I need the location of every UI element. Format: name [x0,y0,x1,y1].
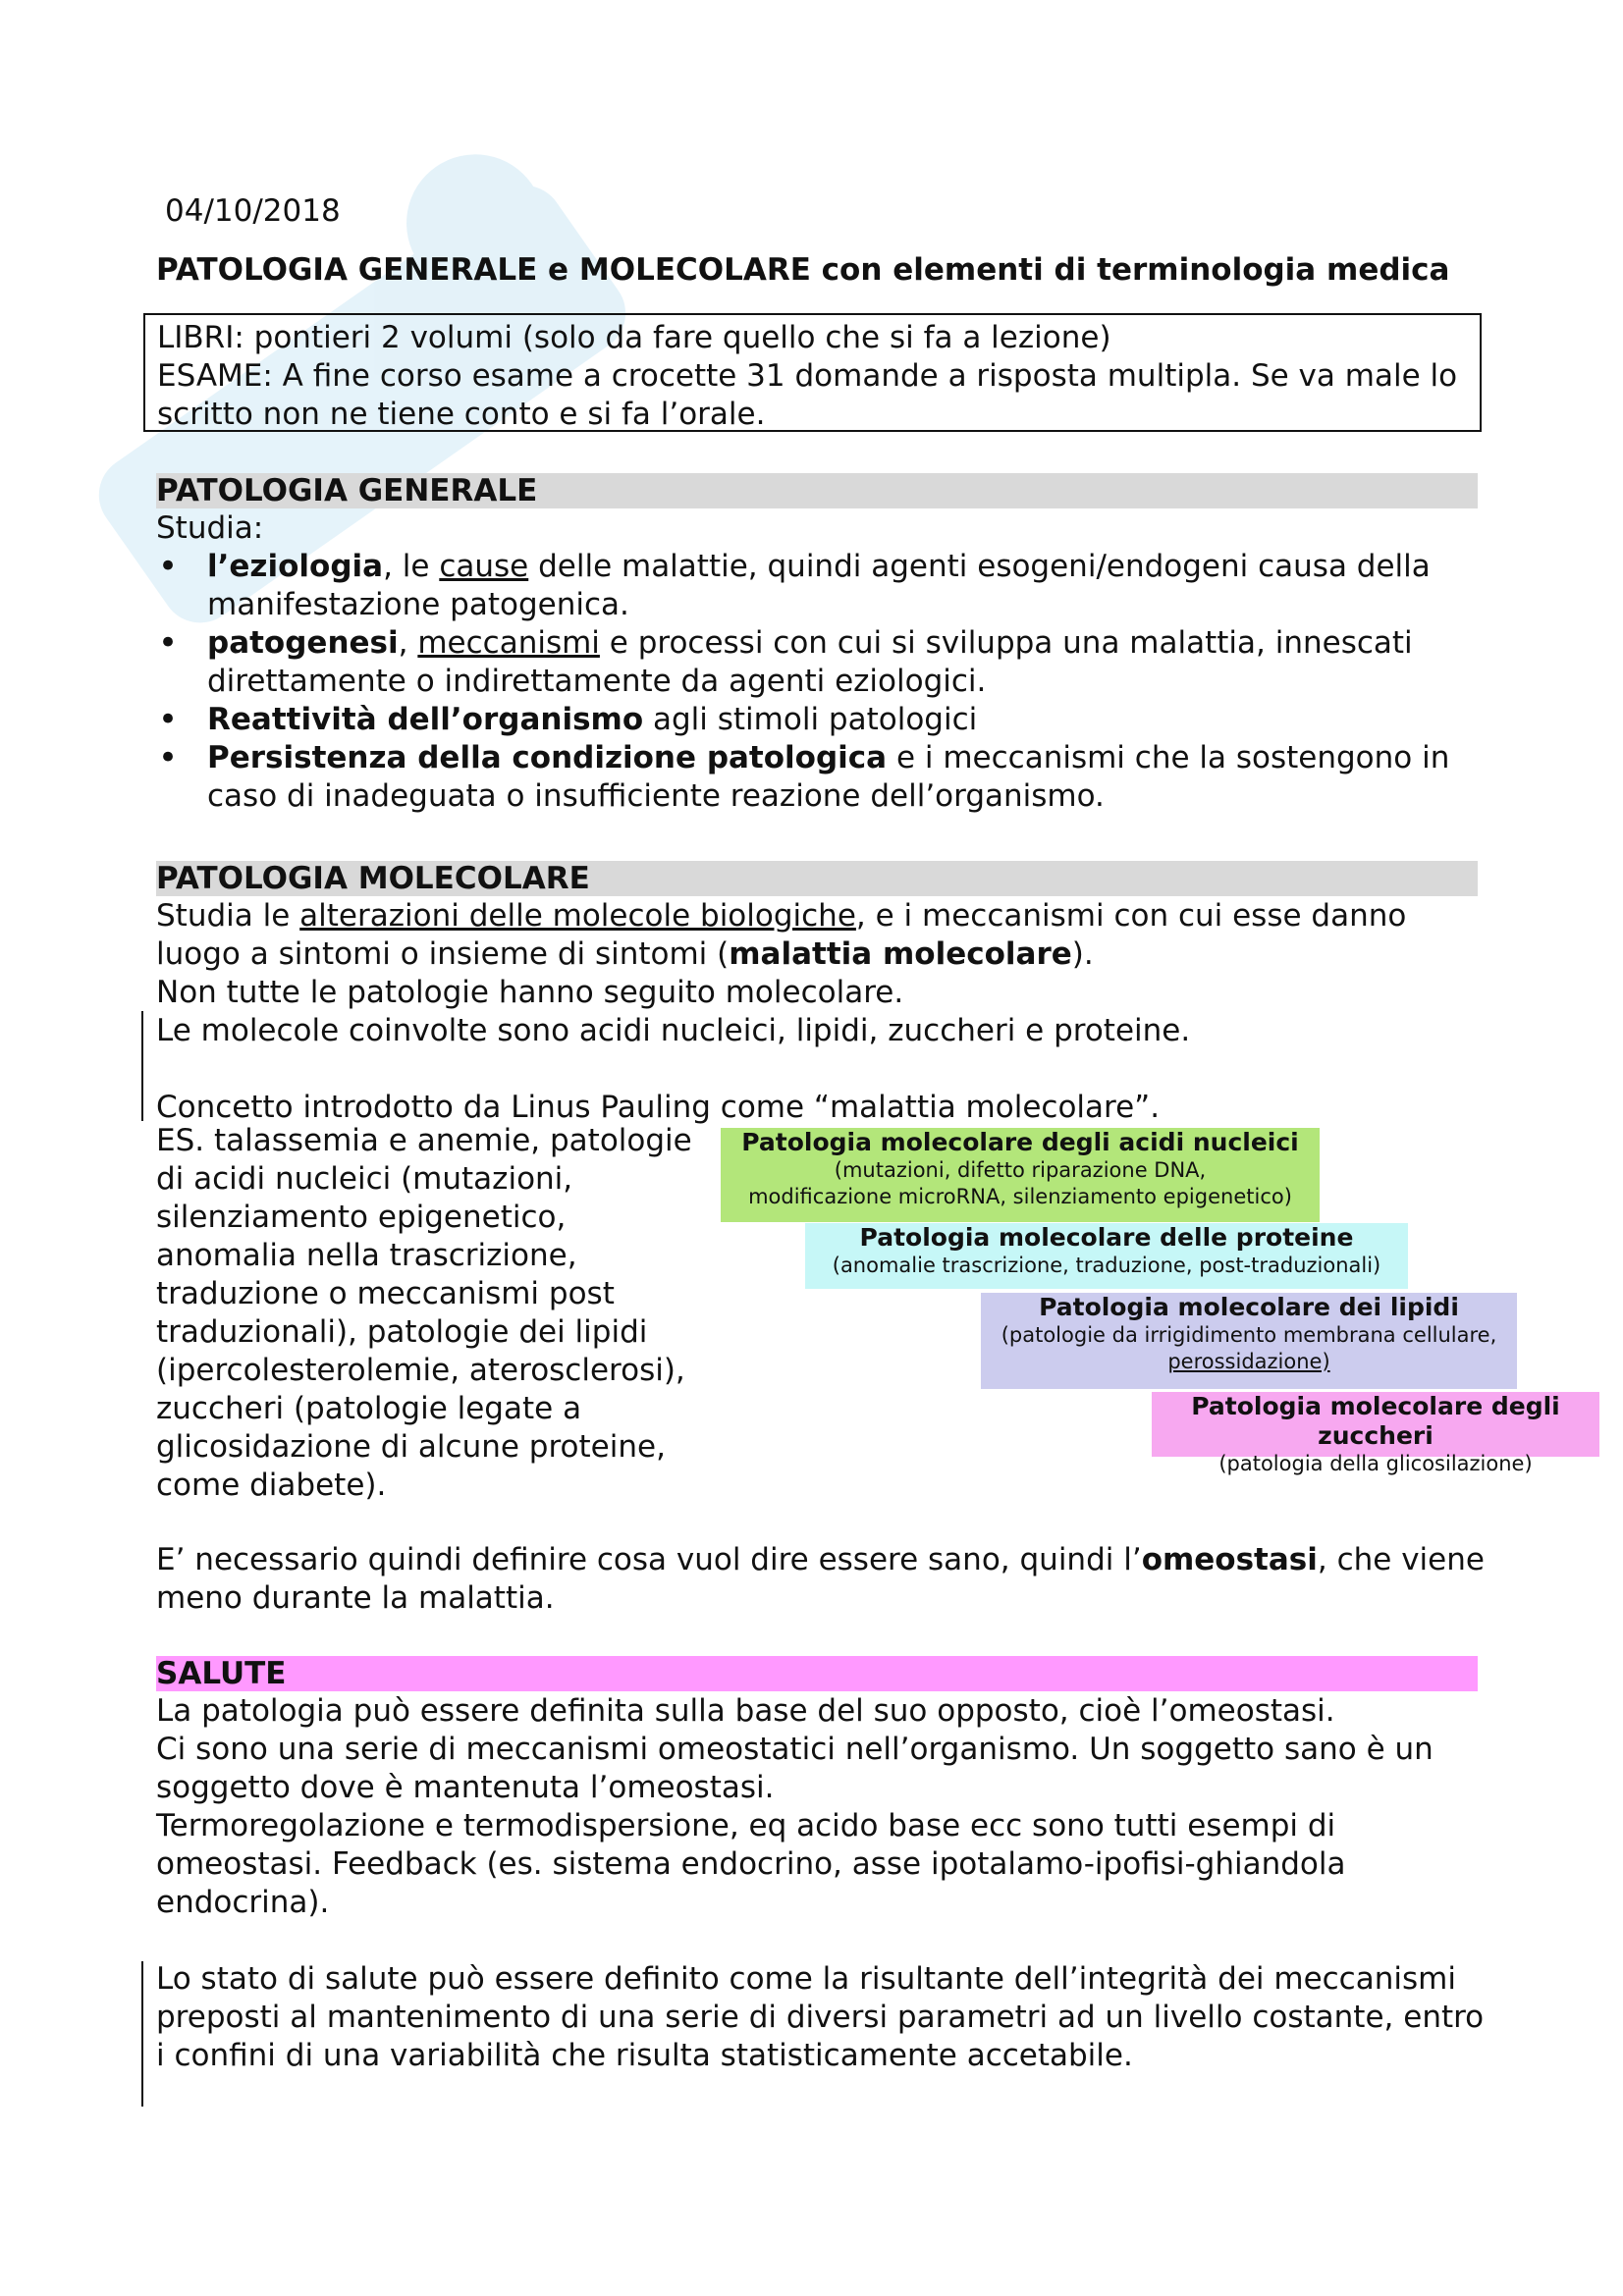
molecolare-p4: Concetto introdotto da Linus Pauling come “malattia molecolare”. [156,1090,1161,1125]
salute-p4: Lo stato di salute può essere definito come la risultante dell’integrità dei meccanismi preposti al mantenimento di una serie di diversi parametri ad un livello costante, entro i confini di una variabilità che risulta statisticamente accetabile. [156,1961,1485,2073]
date: 04/10/2018 [165,193,341,229]
omeostasi-paragraph: E’ necessario quindi definire cosa vuol dire essere sano, quindi l’omeostasi, che viene meno durante la malattia. [156,1542,1485,1616]
molecolare-p2: Non tutte le patologie hanno seguito molecolare. [156,975,904,1010]
info-exam-line2: scritto non ne tiene conto e si fa l’orale. [157,397,766,432]
molecolare-p3: Le molecole coinvolte sono acidi nucleici, lipidi, zuccheri e proteine. [156,1013,1191,1048]
heading-patologia-molecolare: PATOLOGIA MOLECOLARE [156,861,1478,896]
info-box [143,313,1482,432]
salute-p2: Ci sono una serie di meccanismi omeostatici nell’organismo. Un soggetto sano è un soggetto dove è mantenuta l’omeostasi. [156,1732,1434,1805]
heading-patologia-generale: PATOLOGIA GENERALE [156,473,1478,508]
es-paragraph: ES. talassemia e anemie, patologie di acidi nucleici (mutazioni, silenziamento epigenetico, anomalia nella trascrizione, traduzione o meccanismi post traduzionali), patologie dei lipidi (ipercolesterolemie, aterosclerosi), zuccheri (patologie legate a glicosidazione di alcune proteine, come diabete). [156,1123,692,1503]
salute-body [156,1692,1491,2075]
box-zuccheri: Patologia molecolare degli zuccheri (patologia della glicosilazione) [1152,1392,1599,1457]
info-exam-line1: ESAME: A fine corso esame a crocette 31 domande a risposta multipla. Se va male lo [157,358,1458,394]
heading-salute: SALUTE [156,1656,1478,1691]
list-item: • Persistenza della condizione patologica e i meccanismi che la sostengono in caso di inadeguata o insufficiente reazione dell’organismo. [156,739,1491,816]
revision-bar [141,1961,143,2107]
salute-p1: La patologia può essere definita sulla base del suo opposto, cioè l’omeostasi. [156,1693,1335,1729]
box-proteine: Patologia molecolare delle proteine (anomalie trascrizione, traduzione, post-traduzionali) [805,1223,1408,1289]
list-item: • patogenesi, meccanismi e processi con cui si sviluppa una malattia, innescati direttamente o indirettamente da agenti eziologici. [156,624,1491,701]
list-item: • l’eziologia, le cause delle malattie, quindi agenti esogeni/endogeni causa della manifestazione patogenica. [156,548,1491,624]
revision-bar [141,1011,143,1121]
patologia-molecolare-body [156,897,1491,1127]
box-lipidi: Patologia molecolare dei lipidi (patologie da irrigidimento membrana cellulare, perossidazione) [981,1293,1517,1389]
salute-p3: Termoregolazione e termodispersione, eq acido base ecc sono tutti esempi di omeostasi. Feedback (es. sistema endocrino, asse ipotalamo-ipofisi-ghiandola endocrina). [156,1808,1346,1920]
box-acidi-nucleici: Patologia molecolare degli acidi nucleici (mutazioni, difetto riparazione DNA, modificazione microRNA, silenziamento epigenetico) [721,1128,1320,1222]
patologia-generale-body [156,509,1491,816]
bullet-list [156,548,1491,816]
intro-studia: Studia: [156,510,264,546]
page-title: PATOLOGIA GENERALE e MOLECOLARE con elementi di terminologia medica [156,252,1450,288]
molecolare-p1: Studia le alterazioni delle molecole biologiche, e i meccanismi con cui esse danno luogo a sintomi o insieme di sintomi (malattia molecolare). [156,898,1407,972]
list-item: • Reattività dell’organismo agli stimoli patologici [156,701,1491,739]
info-books: LIBRI: pontieri 2 volumi (solo da fare quello che si fa a lezione) [157,320,1111,355]
